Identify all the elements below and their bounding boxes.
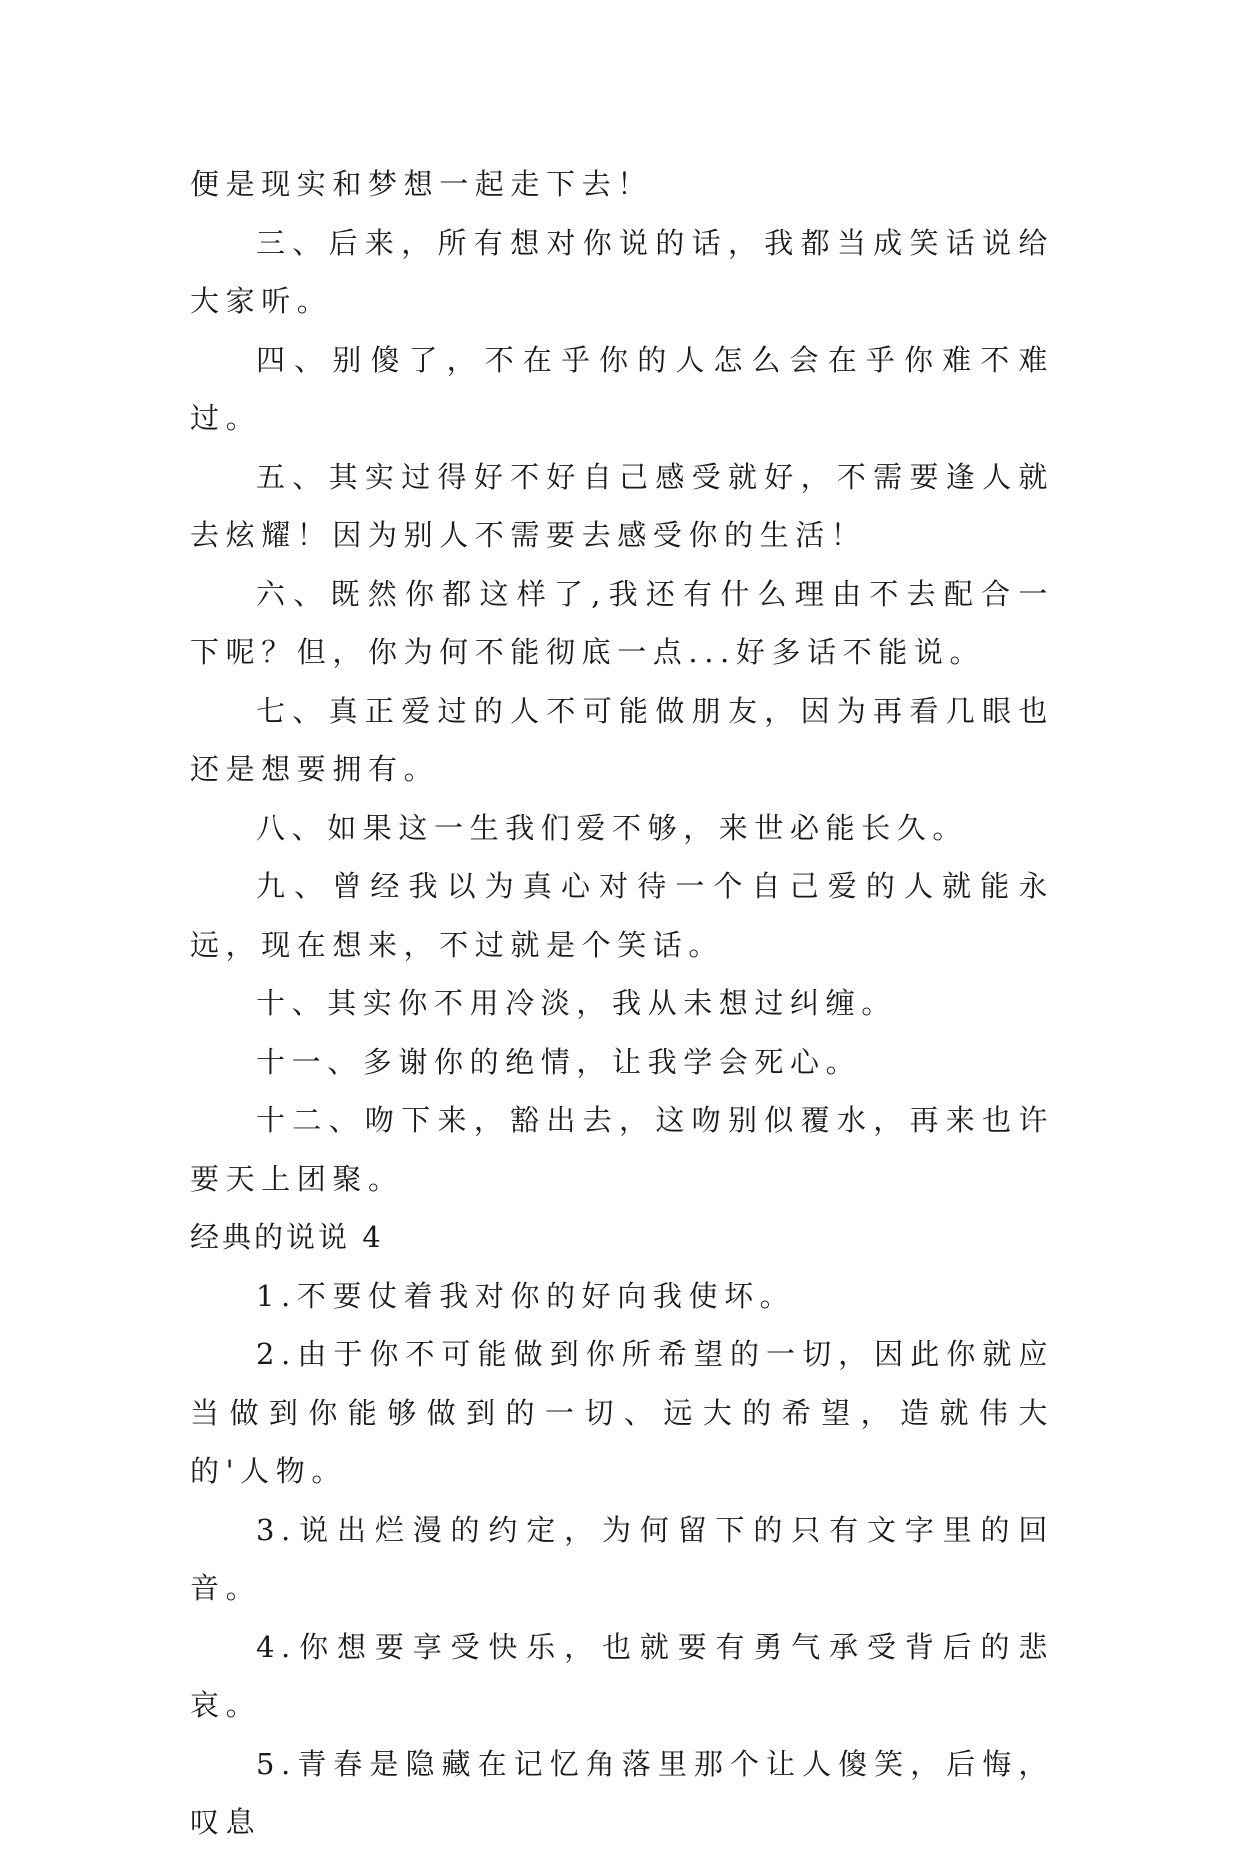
list-item-4: 4.你想要享受快乐，也就要有勇气承受背后的悲哀。 [190, 1629, 1054, 1722]
paragraph-continuation: 便是现实和梦想一起走下去！ [190, 167, 653, 201]
paragraph-item-11: 十一、多谢你的绝情，让我学会死心。 [256, 1044, 862, 1079]
paragraph-item-12: 十二、吻下来，豁出去，这吻别似覆水，再来也许要天上团聚。 [190, 1103, 1054, 1196]
list-item-3: 3.说出烂漫的约定，为何留下的只有文字里的回音。 [190, 1512, 1054, 1605]
list-item-5: 5.青春是隐藏在记忆角落里那个让人傻笑，后悔，叹息 [190, 1746, 1054, 1839]
list-item-2: 2.由于你不可能做到你所希望的一切，因此你就应当做到你能够做到的一切、远大的希望，造就伟大的'人物。 [190, 1337, 1054, 1488]
paragraph-item-4: 四、别傻了，不在乎你的人怎么会在乎你难不难过。 [190, 342, 1054, 435]
paragraph-item-9: 九、曾经我以为真心对待一个自己爱的人就能永远，现在想来，不过就是个笑话。 [190, 869, 1054, 962]
section-heading: 经典的说说 4 [190, 1220, 384, 1254]
document-body [190, 155, 1054, 1852]
paragraph-item-7: 七、真正爱过的人不可能做朋友，因为再看几眼也还是想要拥有。 [190, 693, 1054, 786]
paragraph-item-10: 十、其实你不用冷淡，我从未想过纠缠。 [256, 986, 897, 1020]
paragraph-item-6: 六、既然你都这样了,我还有什么理由不去配合一下呢？但，你为何不能彻底一点...好多话不能说。 [190, 576, 1054, 669]
list-item-1: 1.不要仗着我对你的好向我使坏。 [256, 1278, 796, 1313]
paragraph-item-3: 三、后来，所有想对你说的话，我都当成笑话说给大家听。 [190, 225, 1054, 318]
paragraph-item-5: 五、其实过得好不好自己感受就好，不需要逢人就去炫耀！因为别人不需要去感受你的生活！ [190, 459, 1054, 552]
paragraph-item-8: 八、如果这一生我们爱不够，来世必能长久。 [256, 810, 969, 845]
